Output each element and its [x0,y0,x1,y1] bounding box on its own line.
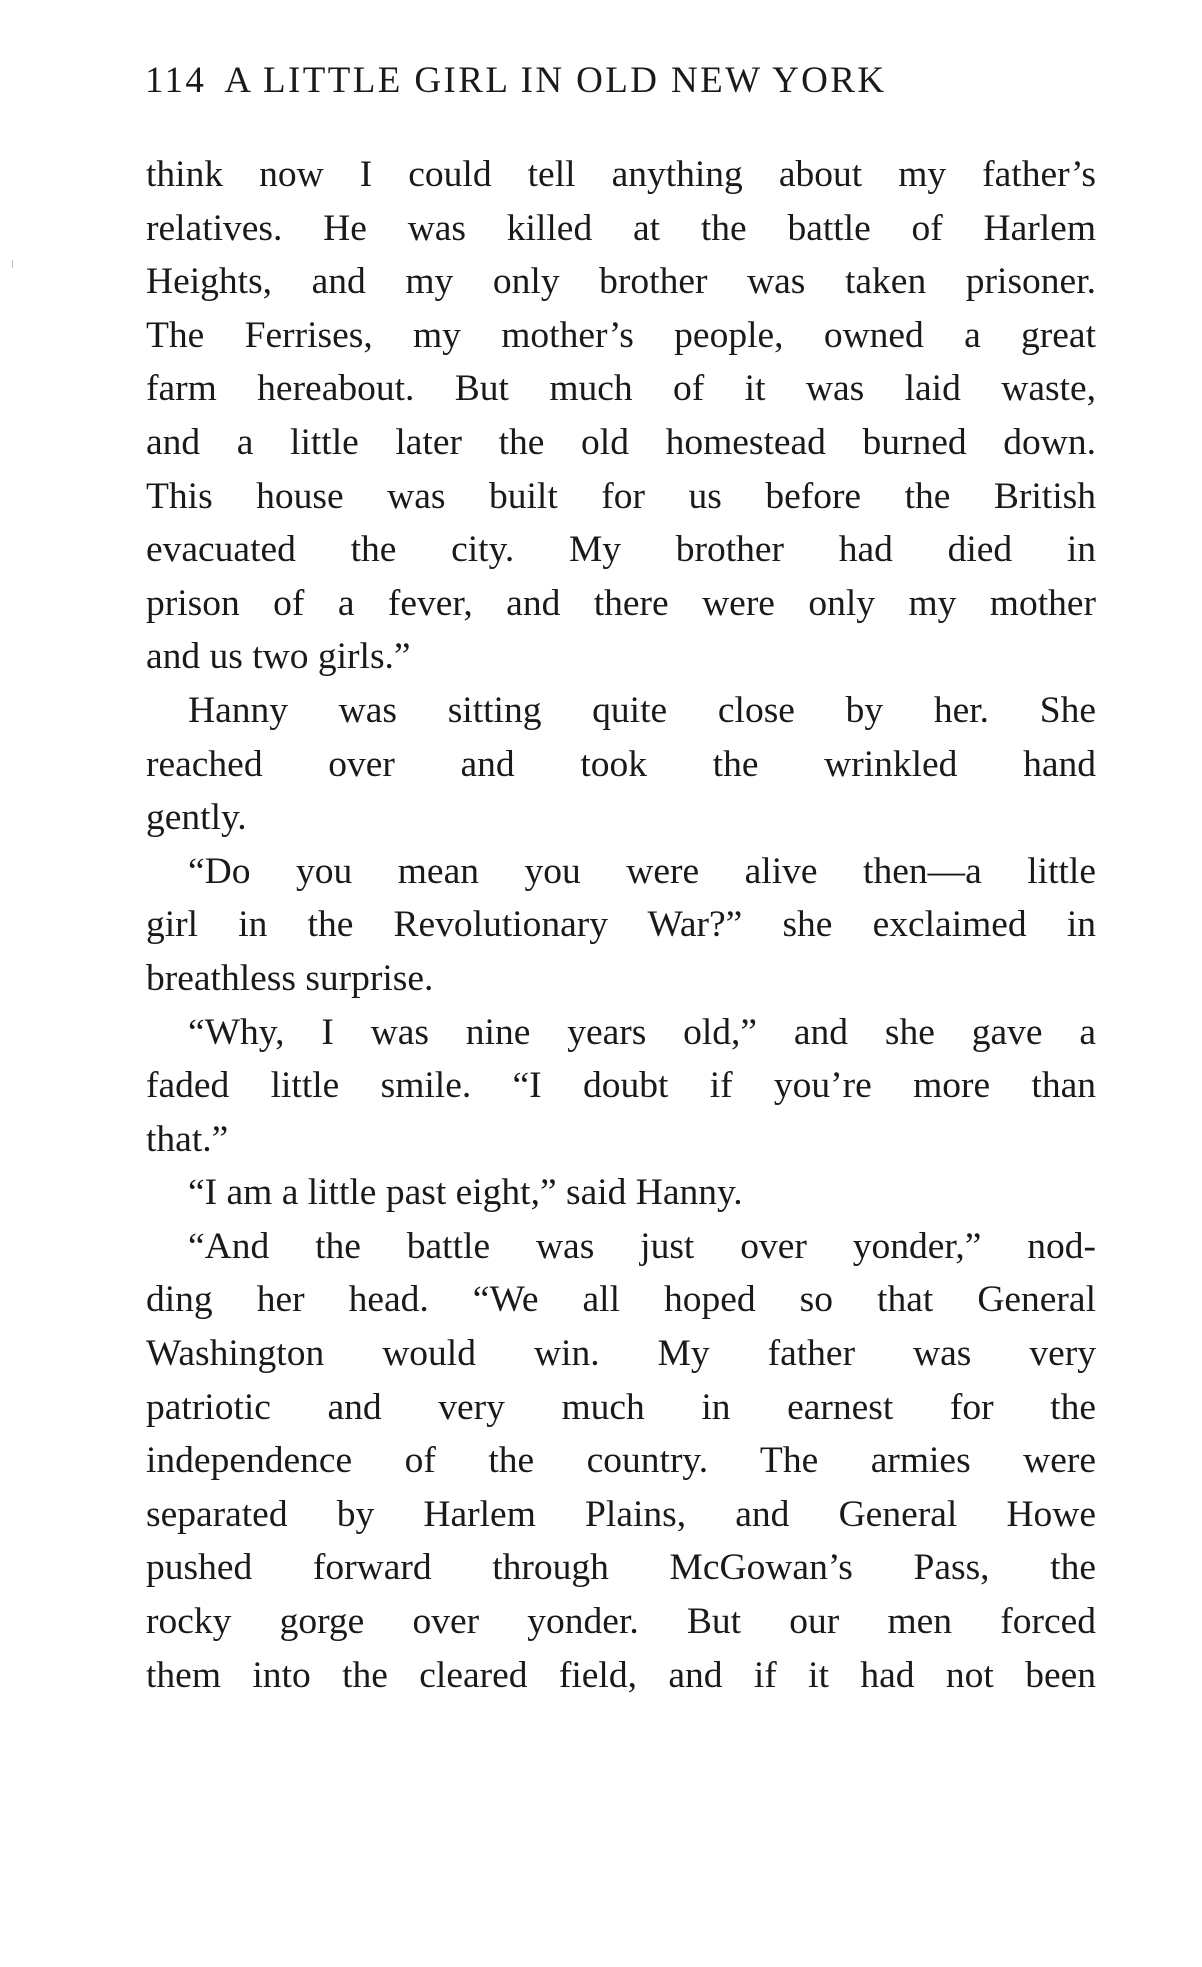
page-number: 114 [145,60,207,101]
text-line: think now I could tell anything about my father’s [146,154,1096,195]
text-line: girl in the Revolutionary War?” she exclaimed in [146,904,1096,946]
text-line: Hanny was sitting quite close by her. She [188,689,1096,731]
text-line: Heights, and my only brother was taken prisoner. [146,261,1096,303]
text-line: pushed forward through McGowan’s Pass, the [146,1547,1096,1589]
text-line: ding her head. “We all hoped so that General [146,1279,1096,1321]
text-line: reached over and took the wrinkled hand [146,743,1096,785]
text-line: them into the cleared field, and if it had not been [146,1654,1096,1696]
running-title: A LITTLE GIRL IN OLD NEW YORK [224,60,887,101]
text-line: “I am a little past eight,” said Hanny. [188,1172,743,1214]
text-line: gently. [146,797,247,839]
text-line: “Why, I was nine years old,” and she gave a [188,1011,1096,1053]
text-line: evacuated the city. My brother had died in [146,529,1096,571]
text-line: separated by Harlem Plains, and General Howe [146,1493,1096,1535]
text-line: relatives. He was killed at the battle of Harlem [146,207,1096,249]
text-line: Washington would win. My father was very [146,1333,1096,1375]
running-head [145,56,1095,106]
text-line: This house was built for us before the British [146,475,1096,517]
text-line: rocky gorge over yonder. But our men forced [146,1601,1096,1643]
text-line: The Ferrises, my mother’s people, owned a great [146,314,1096,356]
text-line: and a little later the old homestead burned down. [146,421,1096,463]
text-line: that.” [146,1118,229,1160]
text-line: prison of a fever, and there were only my mother [146,582,1096,624]
text-line: independence of the country. The armies were [146,1440,1096,1482]
margin-mark [12,260,13,268]
text-line: faded little smile. “I doubt if you’re more than [146,1065,1096,1107]
body-text [146,148,1096,1702]
text-line: breathless surprise. [146,957,434,999]
text-line: and us two girls.” [146,636,411,678]
text-line: “Do you mean you were alive then—a little [188,850,1096,892]
text-line: patriotic and very much in earnest for the [146,1386,1096,1428]
text-line: “And the battle was just over yonder,” nod- [188,1225,1096,1267]
text-line: farm hereabout. But much of it was laid waste, [146,368,1096,410]
